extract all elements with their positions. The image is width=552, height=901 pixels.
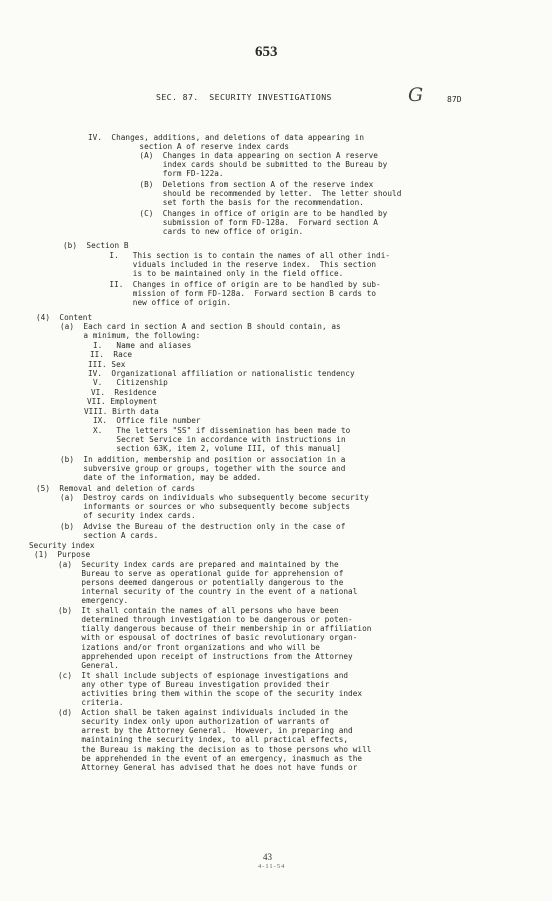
text-line: tially dangerous because of their membership in or affiliation <box>58 624 372 633</box>
text-line: (b) Section B <box>63 241 129 250</box>
text-line: be apprehended in the event of an emergency, inasmuch as the <box>58 754 363 763</box>
text-line: determined through investigation to be dangerous or poten- <box>58 615 353 624</box>
text-line: emergency. <box>58 596 129 605</box>
text-line: VI. Residence <box>91 388 157 397</box>
text-line: informants or sources or who subsequently become subjects <box>60 502 351 511</box>
text-line: General. <box>58 661 119 670</box>
text-line: new office of origin. <box>86 298 232 307</box>
text-line: activities bring them within the scope of the security index <box>58 689 363 698</box>
text-line: submission of form FD-128a. Forward section A <box>116 218 378 227</box>
text-line: (b) Advise the Bureau of the destruction only in the case of <box>60 522 346 531</box>
text-line: date of the information, may be added. <box>60 473 262 482</box>
handwritten-mark: G <box>408 84 424 106</box>
text-line: of security index cards. <box>60 511 196 520</box>
text-line: izations and/or front organizations and who will be <box>58 643 320 652</box>
text-line: section 63K, item 2, volume III, of this manual] <box>93 444 341 453</box>
text-line: IX. Office file number <box>93 416 201 425</box>
text-line: VIII. Birth data <box>84 407 159 416</box>
text-line: (C) Changes in office of origin are to be handled by <box>116 209 388 218</box>
text-line: internal security of the country in the event of a national <box>58 587 358 596</box>
text-line: I. This section is to contain the names of all other indi- <box>86 251 391 260</box>
text-line: is to be maintained only in the field office. <box>86 269 344 278</box>
text-line: (b) It shall contain the names of all persons who have been <box>58 606 339 615</box>
section-code: 87D <box>447 95 462 104</box>
text-line: (a) Each card in section A and section B should contain, as <box>60 322 341 331</box>
text-line: arrest by the Attorney General. However, in preparing and <box>58 726 353 735</box>
text-line: II. Changes in office of origin are to be handled by sub- <box>86 280 381 289</box>
text-line: security index only upon authorization of warrants of <box>58 717 330 726</box>
text-line: form FD-122a. <box>116 169 224 178</box>
text-line: (a) Destroy cards on individuals who subsequently become security <box>60 493 369 502</box>
section-header: SEC. 87. SECURITY INVESTIGATIONS <box>156 92 332 102</box>
text-line: (d) Action shall be taken against individuals included in the <box>58 708 349 717</box>
text-line: (b) In addition, membership and position or association in a <box>60 455 346 464</box>
text-line: any other type of Bureau investigation provided their <box>58 680 330 689</box>
text-line: the Bureau is making the decision as to those persons who will <box>58 745 372 754</box>
text-line: VII. Employment <box>87 397 158 406</box>
footer-page-number: 43 <box>263 852 272 862</box>
text-line: II. Race <box>90 350 133 359</box>
text-line: Bureau to serve as operational guide for apprehension of <box>58 569 344 578</box>
text-line: X. The letters "SS" if dissemination has been made to <box>93 426 351 435</box>
text-line: index cards should be submitted to the Bureau by <box>116 160 388 169</box>
footer-code: 4-11-54 <box>258 863 286 870</box>
text-line: with or espousal of doctrines of basic revolutionary organ- <box>58 633 358 642</box>
text-line: subversive group or groups, together with the source and <box>60 464 346 473</box>
text-line: cards to new office of origin. <box>116 227 304 236</box>
text-line: set forth the basis for the recommendation. <box>116 198 364 207</box>
text-line: maintaining the security index, to all practical effects, <box>58 735 349 744</box>
text-line: I. Name and aliases <box>93 341 192 350</box>
text-line: (A) Changes in data appearing on section A reserve <box>116 151 378 160</box>
text-line: viduals included in the reserve index. This section <box>86 260 377 269</box>
text-line: section A of reserve index cards <box>116 142 290 151</box>
text-line: (a) Security index cards are prepared and maintained by the <box>58 560 339 569</box>
text-line: Security index <box>29 541 95 550</box>
text-line: section A cards. <box>60 531 159 540</box>
text-line: a minimum, the following: <box>60 331 201 340</box>
text-line: (B) Deletions from section A of the reserve index <box>116 180 374 189</box>
text-line: apprehended upon receipt of instructions from the Attorney <box>58 652 353 661</box>
text-line: (c) It shall include subjects of espionage investigations and <box>58 671 349 680</box>
text-line: III. Sex <box>88 360 126 369</box>
text-line: (1) Purpose <box>34 550 91 559</box>
text-line: criteria. <box>58 698 124 707</box>
text-line: V. Citizenship <box>93 378 168 387</box>
text-line: Attorney General has advised that he does not have funds or <box>58 763 358 772</box>
text-line: IV. Organizational affiliation or nationalistic tendency <box>88 369 355 378</box>
text-line: mission of form FD-128a. Forward section B cards to <box>86 289 377 298</box>
text-line: IV. Changes, additions, and deletions of data appearing in <box>88 133 365 142</box>
text-line: (4) Content <box>36 313 93 322</box>
text-line: (5) Removal and deletion of cards <box>36 484 196 493</box>
page-number: 653 <box>255 44 278 60</box>
text-line: Secret Service in accordance with instructions in <box>93 435 346 444</box>
text-line: persons deemed dangerous or potentially dangerous to the <box>58 578 344 587</box>
text-line: should be recommended by letter. The letter should <box>116 189 402 198</box>
